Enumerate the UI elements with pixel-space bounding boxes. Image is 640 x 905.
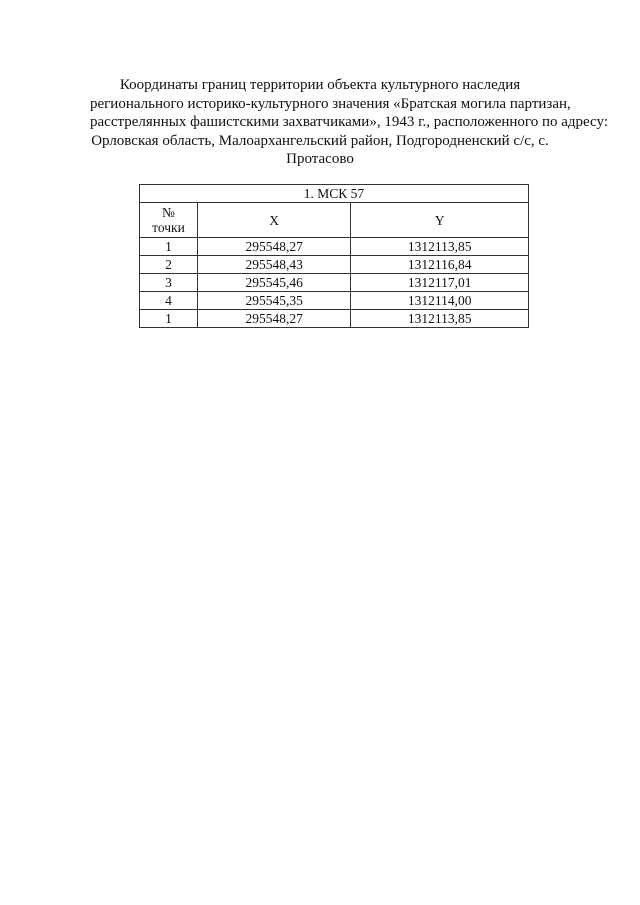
x-cell: 295545,46: [197, 274, 351, 292]
table-row: [140, 238, 529, 256]
point-number-header: [140, 203, 198, 238]
table-header-row: [140, 203, 529, 238]
title-line: регионального историко-культурного значения «Братская могила партизан,: [90, 95, 571, 112]
title-line: расстрелянных фашистскими захватчиками», 1943 г., расположенного по адресу:: [90, 114, 608, 130]
point-number-cell: 1: [140, 310, 198, 328]
y-cell: 1312117,01: [351, 274, 529, 292]
x-cell: 295545,35: [197, 292, 351, 310]
title-line: Координаты границ территории объекта культурного наследия: [119, 77, 521, 93]
x-cell: 295548,27: [197, 238, 351, 256]
point-number-cell: 1: [140, 238, 198, 256]
table-row: [140, 292, 529, 310]
point-number-cell: 4: [140, 292, 198, 310]
x-header: X: [197, 203, 351, 238]
point-number-cell: 2: [140, 256, 198, 274]
y-cell: 1312114,00: [351, 292, 529, 310]
table-row: [140, 310, 529, 328]
coordinates-table: [139, 184, 529, 328]
title-line: Орловская область, Малоархангельский район, Подгородненский с/с, с.: [91, 132, 549, 149]
table-row: [140, 256, 529, 274]
title-line: Протасово: [286, 151, 354, 167]
y-header: Y: [351, 203, 529, 238]
point-number-cell: 3: [140, 274, 198, 292]
table-caption: 1. МСК 57: [140, 185, 529, 203]
y-cell: 1312113,85: [351, 238, 529, 256]
point-header-line1: №: [162, 205, 175, 220]
document-title: [90, 76, 608, 169]
x-cell: 295548,27: [197, 310, 351, 328]
table-caption-row: [140, 185, 529, 203]
table-row: [140, 274, 529, 292]
y-cell: 1312116,84: [351, 256, 529, 274]
x-cell: 295548,43: [197, 256, 351, 274]
point-header-line2: точки: [152, 220, 185, 235]
y-cell: 1312113,85: [351, 310, 529, 328]
